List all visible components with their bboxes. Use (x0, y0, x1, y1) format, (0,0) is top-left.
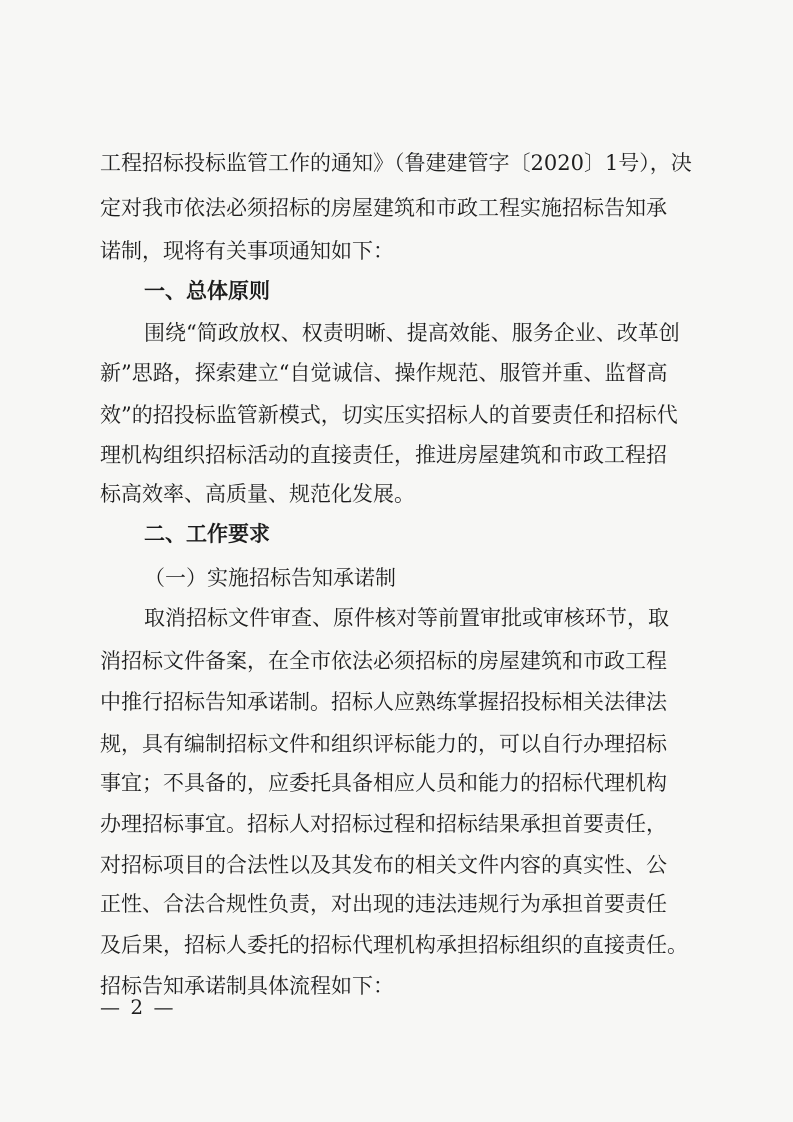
body-text-line: 诺制，现将有关事项通知如下： (100, 239, 394, 263)
body-text-line: 标高效率、高质量、规范化发展。 (100, 482, 415, 506)
body-text-line: 工程招标投标监管工作的通知》（鲁建建管字〔2020〕1号），决 (100, 151, 692, 175)
body-text-line: 定对我市依法必须招标的房屋建筑和市政工程实施招标告知承 (100, 196, 667, 220)
body-text-line: 围绕“简政放权、权责明晰、提高效能、服务企业、改革创 (144, 321, 680, 345)
body-text-line: 事宜；不具备的，应委托具备相应人员和能力的招标代理机构 (100, 771, 667, 795)
body-text-line: 理机构组织招标活动的直接责任，推进房屋建筑和市政工程招 (100, 443, 667, 467)
section-heading: 二、工作要求 (144, 522, 270, 546)
subsection-heading: （一）实施招标告知承诺制 (144, 566, 396, 590)
body-text-line: 新”思路，探索建立“自觉诚信、操作规范、服管并重、监督高 (100, 361, 668, 385)
body-text-line: 效”的招投标监管新模式，切实压实招标人的首要责任和招标代 (100, 403, 678, 427)
body-text-line: 对招标项目的合法性以及其发布的相关文件内容的真实性、公 (100, 853, 667, 877)
body-text-line: 取消招标文件审查、原件核对等前置审批或审核环节，取 (144, 606, 669, 630)
body-text-line: 正性、合法合规性负责，对出现的违法违规行为承担首要责任 (100, 892, 667, 916)
body-text-line: 招标告知承诺制具体流程如下： (100, 974, 394, 998)
body-text-line: 消招标文件备案，在全市依法必须招标的房屋建筑和市政工程 (100, 649, 667, 673)
section-heading: 一、总体原则 (144, 279, 270, 303)
body-text-line: 中推行招标告知承诺制。招标人应熟练掌握招投标相关法律法 (100, 690, 667, 714)
body-text-line: 规，具有编制招标文件和组织评标能力的，可以自行办理招标 (100, 732, 667, 756)
body-text-line: 及后果，招标人委托的招标代理机构承担招标组织的直接责任。 (100, 933, 688, 957)
body-text-line: 办理招标事宜。招标人对招标过程和招标结果承担首要责任， (100, 812, 667, 836)
page-number: — 2 — (100, 995, 176, 1019)
